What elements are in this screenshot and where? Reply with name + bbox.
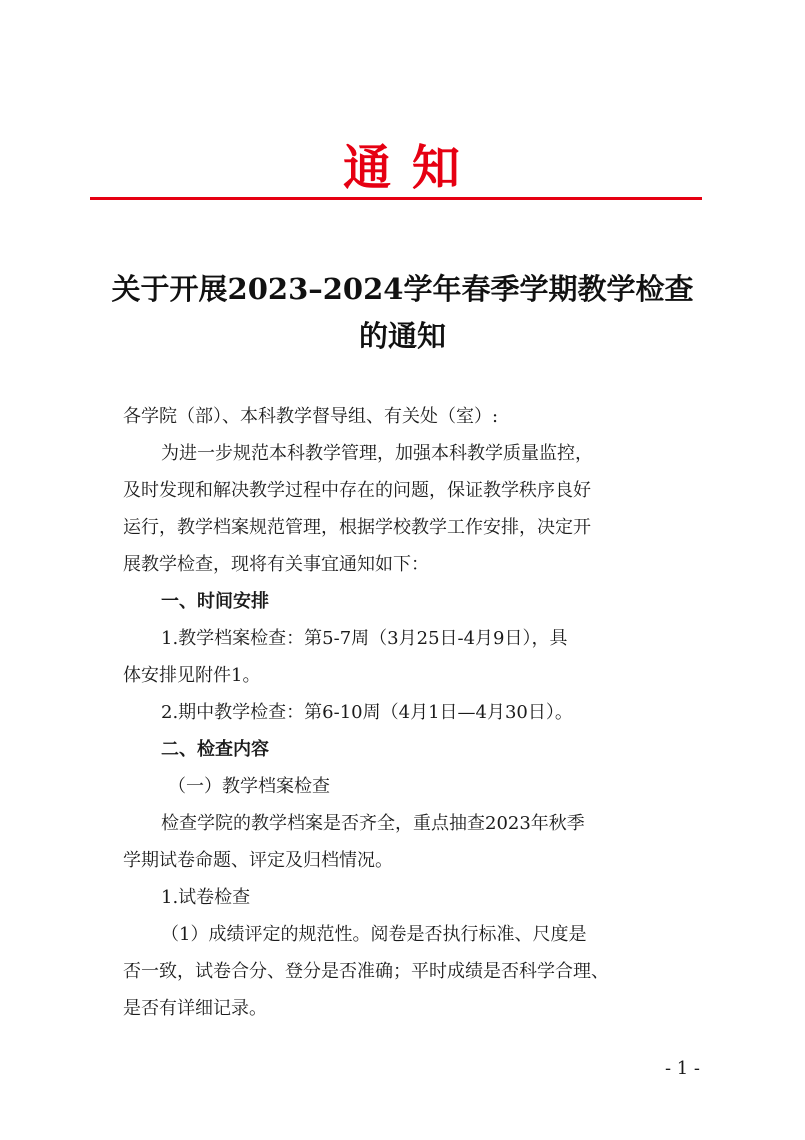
paragraph-line: 及时发现和解决教学过程中存在的问题，保证教学秩序良好 [123, 480, 591, 501]
document-title-line-2: 的通知 [358, 319, 446, 353]
salutation: 各学院（部）、本科教学督导组、有关处（室）: [123, 406, 499, 427]
paragraph-line: 体安排见附件1。 [123, 665, 261, 686]
paragraph-line: 检查学院的教学档案是否齐全，重点抽查2023年秋季 [161, 813, 585, 834]
document-title-line-1: 关于开展2023–2024学年春季学期教学检查 [111, 272, 694, 306]
paragraph-line: 是否有详细记录。 [123, 998, 267, 1019]
red-divider-line [90, 197, 702, 200]
page-number: - 1 - [664, 1058, 700, 1079]
paragraph-line: 否一致，试卷合分、登分是否准确；平时成绩是否科学合理、 [123, 961, 609, 982]
paragraph-line: （1）成绩评定的规范性。阅卷是否执行标准、尺度是 [161, 924, 587, 945]
paragraph-line: 学期试卷命题、评定及归档情况。 [123, 850, 393, 871]
section-heading-schedule: 一、时间安排 [161, 591, 269, 612]
paragraph-line: 1.教学档案检查：第5-7周（3月25日-4月9日），具 [161, 628, 568, 649]
section-heading-content: 二、检查内容 [161, 739, 269, 760]
paragraph-line: 为进一步规范本科教学管理，加强本科教学质量监控， [161, 443, 593, 464]
item-heading-exam-papers: 1.试卷检查 [161, 887, 251, 908]
document-body [123, 398, 683, 1027]
subsection-heading-archives: （一）教学档案检查 [168, 776, 330, 797]
paragraph-line: 展教学检查，现将有关事宜通知如下： [123, 554, 429, 575]
paragraph-line: 运行，教学档案规范管理，根据学校教学工作安排，决定开 [123, 517, 591, 538]
notice-header-title: 通 知 [343, 140, 462, 196]
document-title [0, 266, 805, 360]
paragraph-line: 2.期中教学检查：第6-10周（4月1日—4月30日）。 [161, 702, 573, 723]
